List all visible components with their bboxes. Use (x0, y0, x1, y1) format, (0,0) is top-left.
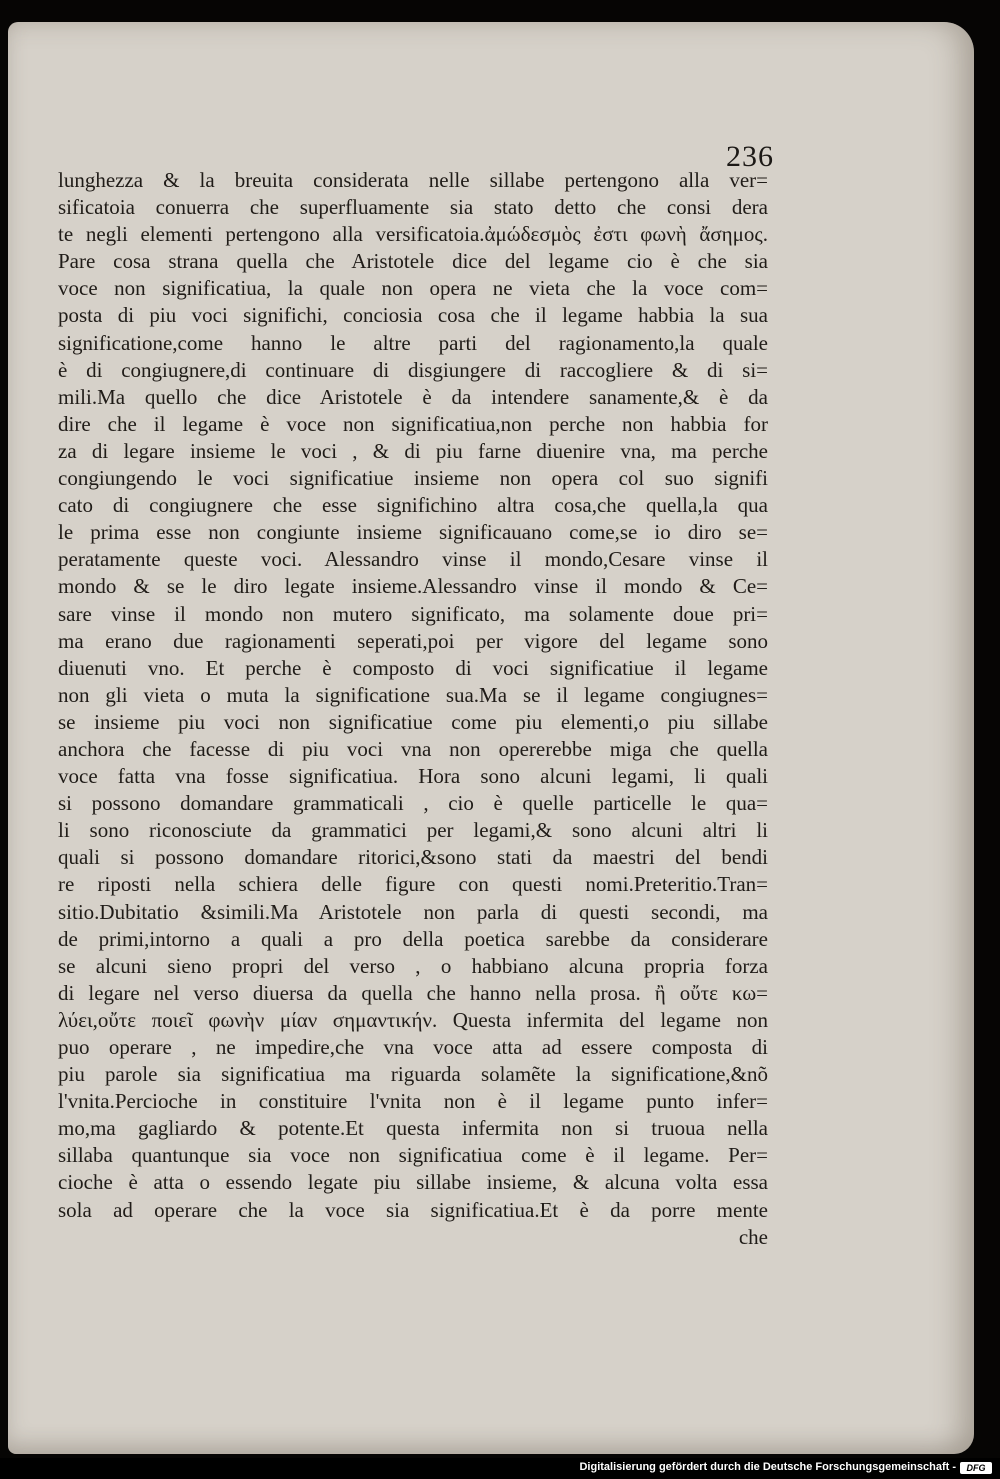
footer-bar (0, 1458, 1000, 1479)
text-line: posta di piu voci significhi, conciosia cosa che il legame habbia la sua (58, 303, 768, 328)
text-line: si possono domandare grammaticali , cio è quelle particelle le qua= (58, 791, 768, 816)
text-line: za di legare insieme le voci , & di piu farne diuenire vna, ma perche (58, 438, 768, 463)
book-page (8, 22, 974, 1454)
text-line: de primi,intorno a quali a pro della poetica sarebbe da considerare (58, 926, 768, 951)
text-line: non gli vieta o muta la significatione sua.Ma se il legame congiugnes= (58, 682, 768, 707)
text-line: cato di congiugnere che esse significhino altra cosa,che quella,la qua (58, 493, 768, 518)
text-line: è di congiugnere,di continuare di disgiungere di raccogliere & di si= (58, 357, 768, 382)
text-line: quali si possono domandare ritorici,&sono stati da maestri del bendi (58, 845, 768, 870)
dfg-logo: DFG (960, 1462, 992, 1474)
text-line: peratamente queste voci. Alessandro vinse il mondo,Cesare vinse il (58, 547, 768, 572)
text-line: sitio.Dubitatio &simili.Ma Aristotele non parla di questi secondi, ma (58, 899, 768, 924)
text-line: cioche è atta o essendo legate piu sillabe insieme, & alcuna volta essa (58, 1170, 768, 1195)
text-line: che (738, 1224, 768, 1249)
text-line: anchora che facesse di piu voci vna non opererebbe miga che quella (58, 736, 768, 761)
text-line: λύει,οὔτε ποιεῖ φωνὴν μίαν σημαντικήν. Questa infermita del legame non (58, 1007, 768, 1032)
text-line: le prima esse non congiunte insieme significauano come,se io diro se= (58, 520, 768, 545)
text-line: diuenuti vno. Et perche è composto di voci significatiue il legame (58, 655, 768, 680)
text-line: dire che il legame è voce non significatiua,non perche non habbia for (58, 411, 768, 436)
text-line: mondo & se le diro legate insieme.Alessandro vinse il mondo & Ce= (58, 574, 768, 599)
text-line: re riposti nella schiera delle figure con questi nomi.Preteritio.Tran= (58, 872, 768, 897)
text-line: congiungendo le voci significatiue insieme non opera col suo signifi (58, 466, 768, 491)
text-line: l'vnita.Percioche in constituire l'vnita non è il legame punto infer= (58, 1089, 768, 1114)
text-line: significatione,come hanno le altre parti del ragionamento,la quale (58, 330, 768, 355)
text-line: mili.Ma quello che dice Aristotele è da intendere sanamente,& è da (58, 384, 768, 409)
text-line: ma erano due ragionamenti seperati,poi per vigore del legame sono (58, 628, 768, 653)
text-line: se insieme piu voci non significatiue come piu elementi,o piu sillabe (58, 709, 768, 734)
text-line: Pare cosa strana quella che Aristotele dice del legame cio è che sia (58, 249, 768, 274)
text-line: te negli elementi pertengono alla versificatoia.ἀμώδεσμὸς ἐστι φωνὴ ἄσημος. (58, 222, 768, 247)
text-line: sificatoia conuerra che superfluamente sia stato detto che consi dera (58, 195, 768, 220)
funding-credit: Digitalisierung gefördert durch die Deutsche Forschungsgemeinschaft - (579, 1461, 956, 1473)
text-line: sillaba quantunque sia voce non significatiua come è il legame. Per= (58, 1143, 768, 1168)
text-line: lunghezza & la breuita considerata nelle sillabe pertengono alla ver= (58, 168, 768, 192)
text-line: sola ad operare che la voce sia significatiua.Et è da porre mente (58, 1197, 768, 1222)
text-line: voce fatta vna fosse significatiua. Hora sono alcuni legami, li quali (58, 764, 768, 789)
text-line: mo,ma gagliardo & potente.Et questa infermita non si truoua nella (58, 1116, 768, 1141)
text-line: li sono riconosciute da grammatici per legami,& sono alcuni altri li (58, 818, 768, 843)
text-line: sare vinse il mondo non mutero significato, ma solamente doue pri= (58, 601, 768, 626)
text-line: se alcuni sieno propri del verso , o habbiano alcuna propria forza (58, 953, 768, 978)
text-line: voce non significatiua, la quale non opera ne vieta che la voce com= (58, 276, 768, 301)
page-number: 236 (726, 140, 774, 173)
text-block (58, 167, 768, 1251)
text-line: puo operare , ne impedire,che vna voce atta ad essere composta di (58, 1035, 768, 1059)
text-line: di legare nel verso diuersa da quella che hanno nella prosa. ἢ οὔτε κω= (58, 980, 768, 1005)
text-line: piu parole sia significatiua ma riguarda solamẽte la significatione,&nõ (58, 1062, 768, 1087)
